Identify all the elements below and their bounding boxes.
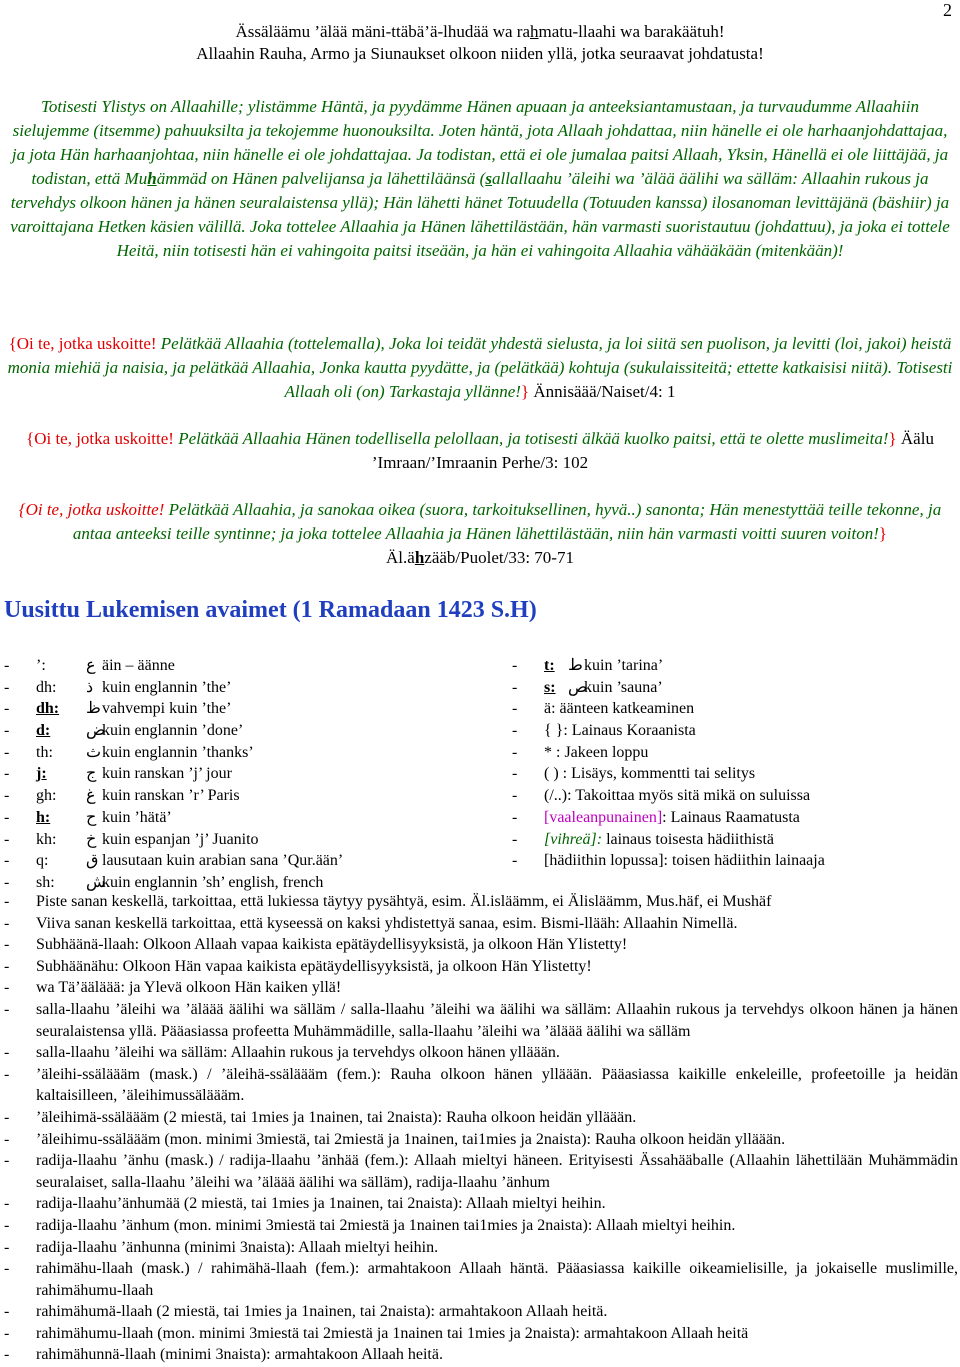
list-item xyxy=(4,1323,958,1345)
bullet-dash: - xyxy=(512,808,518,826)
key-label: t: xyxy=(544,657,555,674)
list-item xyxy=(4,1258,958,1301)
bullet-dash: - xyxy=(4,1000,10,1018)
arabic-letter: ص xyxy=(568,678,588,696)
key-row xyxy=(4,742,504,764)
list-item-text: ’äleihi-ssäläääm (mask.) / ’äleihä-ssäläääm (fem.): Rauha olkoon hänen ylläään. Pääasiassa kaikille enkeleille, profeetoille ja heidän kaltaisilleen, ’äleihimussäläääm. xyxy=(36,1065,958,1105)
list-item xyxy=(4,999,958,1042)
bullet-dash: - xyxy=(4,936,10,954)
bullet-dash: - xyxy=(4,893,10,910)
key-description: kuin ranskan ’j’ jour xyxy=(102,765,232,783)
page-number: 2 xyxy=(943,0,952,20)
key-label: sh: xyxy=(36,873,55,891)
bullet-dash: - xyxy=(4,787,10,805)
bullet-dash: - xyxy=(4,830,10,848)
key-description: lausutaan kuin arabian sana ’Qur.ään’ xyxy=(102,852,344,870)
bullet-dash: - xyxy=(4,1346,10,1364)
arabic-letter: خ xyxy=(86,830,97,848)
list-item xyxy=(4,1193,958,1215)
key-description: äin – äänne xyxy=(102,657,175,674)
arabic-letter: ق xyxy=(86,852,99,870)
quote-2: {Oi te, jotka uskoitte! Pelätkää Allaahia Hänen todellisella pelollaan, ja totisesti älkää kuolko paitsi, että te olette muslimeita!} Äälu ’Imraan/’Imraanin Perhe/3: 102 xyxy=(26,429,934,472)
key-description: kuin englannin ’the’ xyxy=(102,678,232,696)
greeting xyxy=(0,21,960,65)
list-item xyxy=(4,913,958,935)
abbreviation-list xyxy=(4,891,958,1366)
bullet-dash: - xyxy=(4,1065,10,1083)
key-text: [hädiithin lopussa]: toisen hädiithin lainaaja xyxy=(544,852,825,870)
arabic-letter: ش xyxy=(86,873,106,891)
arabic-letter: ع xyxy=(86,657,96,674)
arabic-letter: ح xyxy=(86,808,97,826)
bullet-dash: - xyxy=(4,700,10,718)
key-label: s: xyxy=(544,678,556,696)
key-row xyxy=(512,807,960,829)
key-text: (/..): Takoittaa myös sitä mikä on suluissa xyxy=(544,787,811,805)
keys-right xyxy=(512,655,960,872)
key-description xyxy=(544,763,755,785)
key-row xyxy=(512,720,960,742)
bullet-dash: - xyxy=(4,765,10,783)
key-row xyxy=(4,829,504,851)
key-label: h: xyxy=(36,808,51,826)
key-description: kuin ranskan ’r’ Paris xyxy=(102,787,240,805)
list-item xyxy=(4,1129,958,1151)
key-row xyxy=(4,807,504,829)
key-row xyxy=(4,677,504,699)
list-item xyxy=(4,1215,958,1237)
bible-quote-marker: [vaaleanpunainen] xyxy=(544,808,663,826)
key-description xyxy=(544,785,810,807)
bullet-dash: - xyxy=(512,765,518,783)
key-description xyxy=(544,720,696,742)
quote-1: {Oi te, jotka uskoitte! Pelätkää Allaahia (tottelemalla), Joka loi teidät yhdestä sielusta, ja loi siitä sen puolison, ja levitti (loi, jakoi) heistä monia miehiä ja naisia, ja pelätkää Allaahia, Jonka kautta pyydätte, ja (pelätkää) kohtuja (sukulaissiteitä; ettette katkaisisi niitä). Totisesti Allaah oli (on) Tarkastaja yllänne!} Ännisäää/Naiset/4: 1 xyxy=(7,334,953,401)
bullet-dash: - xyxy=(4,1238,10,1256)
bullet-dash: - xyxy=(4,979,10,997)
list-item xyxy=(4,1064,958,1107)
key-description: kuin ’hätä’ xyxy=(102,808,172,826)
arabic-letter: ظ xyxy=(86,700,101,718)
key-description xyxy=(544,742,648,764)
bullet-dash: - xyxy=(512,787,518,805)
key-row xyxy=(4,720,504,742)
key-row xyxy=(512,677,960,699)
key-description: vahvempi kuin ’the’ xyxy=(102,700,232,718)
list-item xyxy=(4,1301,958,1323)
bullet-dash: - xyxy=(4,1108,10,1126)
list-item-text: rahimähumu-llaah (mon. minimi 3miestä tai 2miestä ja 1nainen tai 1mies ja 2naista): armahtakoon Allaah heitä xyxy=(36,1324,749,1342)
key-description: kuin englannin ’thanks’ xyxy=(102,743,254,761)
key-row xyxy=(4,698,504,720)
bullet-dash: - xyxy=(512,852,518,870)
key-label: q: xyxy=(36,852,49,870)
bullet-dash: - xyxy=(4,873,10,891)
key-row xyxy=(512,655,960,677)
bullet-dash: - xyxy=(4,1303,10,1321)
greeting-line-1: Ässäläämu ’älää mäni-ttäbä’ä-lhudää wa rahmatu-llaahi wa barakäätuh! xyxy=(235,22,725,41)
key-description xyxy=(544,829,774,851)
list-item xyxy=(4,1344,958,1366)
key-row xyxy=(4,763,504,785)
arabic-letter: ض xyxy=(86,722,106,740)
key-row xyxy=(512,763,960,785)
key-description: kuin englannin ’sh’ english, french xyxy=(102,873,324,891)
bullet-dash: - xyxy=(512,700,518,718)
key-row xyxy=(512,698,960,720)
key-label: j: xyxy=(36,765,47,783)
arabic-letter: ذ xyxy=(86,678,94,696)
key-row xyxy=(512,829,960,851)
arabic-letter: ث xyxy=(86,743,102,761)
bullet-dash: - xyxy=(4,1216,10,1234)
key-description xyxy=(544,807,800,829)
arabic-letter: غ xyxy=(86,787,96,805)
key-row xyxy=(4,850,504,872)
list-item xyxy=(4,977,958,999)
key-description xyxy=(544,850,825,872)
list-item-text: Subhäänä-llaah: Olkoon Allaah vapaa kaikista epätäydellisyyksistä, ja olkoon Hän Ylistetty! xyxy=(36,936,628,954)
bullet-dash: - xyxy=(512,830,518,848)
key-row xyxy=(4,785,504,807)
list-item-text: Piste sanan keskellä, tarkoittaa, että lukiessa täytyy pysähtyä, esim. Äl.isläämm, ei Älisläämm, Mus.häf, ei Mushäf xyxy=(36,893,772,910)
bullet-dash: - xyxy=(4,808,10,826)
list-item-text: radija-llaahu ’änhu (mask.) / radija-llaahu ’änhää (fem.): Allaah mieltyi häneen. Erityisesti Ässahääballe (Allaahin lähettilään Muhämmädin seuralaiset, salla-llaahu ’äleihi wa ’äläää äälihi wa sälläm), radija-llaahu ’änhum xyxy=(36,1152,958,1191)
key-label: kh: xyxy=(36,830,57,848)
bullet-dash: - xyxy=(4,1130,10,1148)
list-item-text: Viiva sanan keskellä tarkoittaa, että kyseessä on kaksi yhdistettyä sanaa, esim. Bismi-llääh: Allaahin Nimellä. xyxy=(36,914,738,932)
bullet-dash: - xyxy=(512,657,518,674)
bullet-dash: - xyxy=(4,852,10,870)
list-item xyxy=(4,1107,958,1129)
key-label: ’: xyxy=(36,657,46,674)
key-text: * : Jakeen loppu xyxy=(544,743,649,761)
list-item-text: ’äleihimä-ssäläääm (2 miestä, tai 1mies ja 1nainen, tai 2naista): Rauha olkoon heidän ylläään. xyxy=(36,1108,637,1126)
arabic-letter: ط xyxy=(568,657,583,674)
list-item-text: radija-llaahu ’änhunna (minimi 3naista): Allaah mieltyi heihin. xyxy=(36,1238,439,1256)
key-description: kuin espanjan ’j’ Juanito xyxy=(102,830,259,848)
key-label: dh: xyxy=(36,700,60,718)
bullet-dash: - xyxy=(4,722,10,740)
bullet-dash: - xyxy=(512,678,518,696)
list-item xyxy=(4,934,958,956)
bullet-dash: - xyxy=(512,743,518,761)
hadith-quote-marker: [vihreä]: xyxy=(544,830,603,848)
key-text: ä: äänteen katkeaminen xyxy=(544,700,695,718)
key-row xyxy=(512,785,960,807)
bullet-dash: - xyxy=(512,722,518,740)
list-item xyxy=(4,1042,958,1064)
key-label: dh: xyxy=(36,678,57,696)
list-item-text: wa Tä’ääläää: ja Ylevä olkoon Hän kaiken yllä! xyxy=(36,979,342,997)
key-label: th: xyxy=(36,743,53,761)
bullet-dash: - xyxy=(4,1260,10,1278)
key-label: gh: xyxy=(36,787,57,805)
key-label: d: xyxy=(36,722,51,740)
intro-paragraph: Totisesti Ylistys on Allaahille; ylistämme Häntä, ja pyydämme Hänen apuaan ja anteeksiantamustaan, ja turvaudumme Allaahiin sielujemme (itsemme) pahuuksilta ja tekojemme huonouksilta. Joten häntä, jota Allaah johdattaa, niin hänelle ei ole harhaanjohdattajaa, ja jota Hän harhaanjohtaa, niin hänelle ei ole johdattajaa. Ja todistan, että ei ole jumalaa paitsi Allaah, Yksin, Hänellä ei ole liittäjää, ja todistan, että Muhämmäd on Hänen palvelijansa ja lähettiläänsä (sallallaahu ’äleihi wa ’älää äälihi wa sälläm: Allaahin rukous ja tervehdys olkoon hänen ja hänen seuralaistensa yllä); Hän lähetti hänet Totuudella (Totuuden kanssa) ilosanoman levittäjänä (bäshiir) ja varoittajana Hetken käsien välillä. Joka tottelee Allaahia ja Hänen lähettilästään, hän varmasti suoristautuu (johdattuu), ja joka ei tottele Heitä, niin totisesti hän ei vahingoita paitsi itseään, ja hän ei vahingoita Allaahia vähääkään (mitenkään)! xyxy=(10,97,950,260)
list-item-text: rahimähu-llaah (mask.) / rahimähä-llaah (fem.): armahtakoon Allaah häntä. Pääasiassa kaikille oikeamielisille, ja jokaiselle muslimille, rahimähumu-llaah xyxy=(36,1260,958,1299)
key-text: ( ) : Lisäys, kommentti tai selitys xyxy=(544,765,756,783)
bullet-dash: - xyxy=(4,743,10,761)
bullet-dash: - xyxy=(4,657,10,674)
bullet-dash: - xyxy=(4,1152,10,1170)
key-text: lainaus toisesta hädiithistä xyxy=(602,830,775,848)
key-row xyxy=(4,655,504,677)
keys-left xyxy=(4,655,504,894)
list-item-text: radija-llaahu ’änhum (mon. minimi 3miestä tai 2miestä ja 1nainen tai1mies ja 2naista): Allaah mieltyi heihin. xyxy=(36,1216,736,1234)
quote-3: {Oi te, jotka uskoitte! Pelätkää Allaahia, ja sanokaa oikea (suora, tarkoituksellinen, hyvä..) sanonta; Hän menestyttää teille tekonne, ja antaa anteeksi teille syntinne; ja joka tottelee Allaahia ja Hänen lähettilästään, niin hän varmasti voitti suuren voiton!} Äl.ähzääb/Puolet/33: 70-71 xyxy=(18,500,942,567)
list-item xyxy=(4,956,958,978)
bullet-dash: - xyxy=(4,678,10,696)
list-item xyxy=(4,891,958,913)
key-row xyxy=(512,850,960,872)
arabic-letter: ج xyxy=(86,765,97,783)
key-row xyxy=(512,742,960,764)
section-heading: Uusittu Lukemisen avaimet (1 Ramadaan 1423 S.H) xyxy=(4,597,537,623)
list-item-text: salla-llaahu ’äleihi wa sälläm: Allaahin rukous ja tervehdys olkoon hänen ylläään. xyxy=(36,1044,560,1062)
key-description: kuin englannin ’done’ xyxy=(102,722,244,740)
key-text: { }: Lainaus Koraanista xyxy=(544,722,696,740)
key-description xyxy=(544,698,694,720)
bullet-dash: - xyxy=(4,914,10,932)
list-item-text: Subhäänähu: Olkoon Hän vapaa kaikista epätäydellisyyksistä, ja olkoon Hän Ylistetty! xyxy=(36,957,592,975)
bullet-dash: - xyxy=(4,1195,10,1213)
list-item-text: rahimähumä-llaah (2 miestä, tai 1mies ja 1nainen, tai 2naista): armahtakoon Allaah heitä. xyxy=(36,1303,608,1321)
key-description: kuin ’sauna’ xyxy=(584,678,663,696)
bullet-dash: - xyxy=(4,957,10,975)
bullet-dash: - xyxy=(4,1324,10,1342)
bullet-dash: - xyxy=(4,1044,10,1062)
key-description: kuin ’tarina’ xyxy=(584,657,664,674)
list-item-text: salla-llaahu ’äleihi wa ’äläää äälihi wa sälläm / salla-llaahu ’äleihi wa äälihi wa sälläm: Allaahin rukous ja tervehdys olkoon hänen ja hänen seuralaistensa yllä. Pääasiassa profeetta Muhämmädille, salla-llaahu ’äleihi wa ’äläää äälihi wa sälläm xyxy=(36,1000,958,1040)
list-item-text: rahimähunnä-llaah (minimi 3naista): armahtakoon Allaah heitä. xyxy=(36,1346,443,1364)
greeting-line-2: Allaahin Rauha, Armo ja Siunaukset olkoon niiden yllä, jotka seuraavat johdatusta! xyxy=(196,44,764,63)
list-item-text: radija-llaahu’änhumää (2 miestä, tai 1mies ja 1nainen, tai 2naista): Allaah mieltyi heihin. xyxy=(36,1195,606,1213)
list-item-text: ’äleihimu-ssäläääm (mon. minimi 3miestä, tai 2miestä ja 1nainen, tai1mies ja 2naista): Rauha olkoon heidän ylläään. xyxy=(36,1130,786,1148)
key-text: : Lainaus Raamatusta xyxy=(662,808,800,826)
list-item xyxy=(4,1150,958,1193)
list-item xyxy=(4,1237,958,1259)
